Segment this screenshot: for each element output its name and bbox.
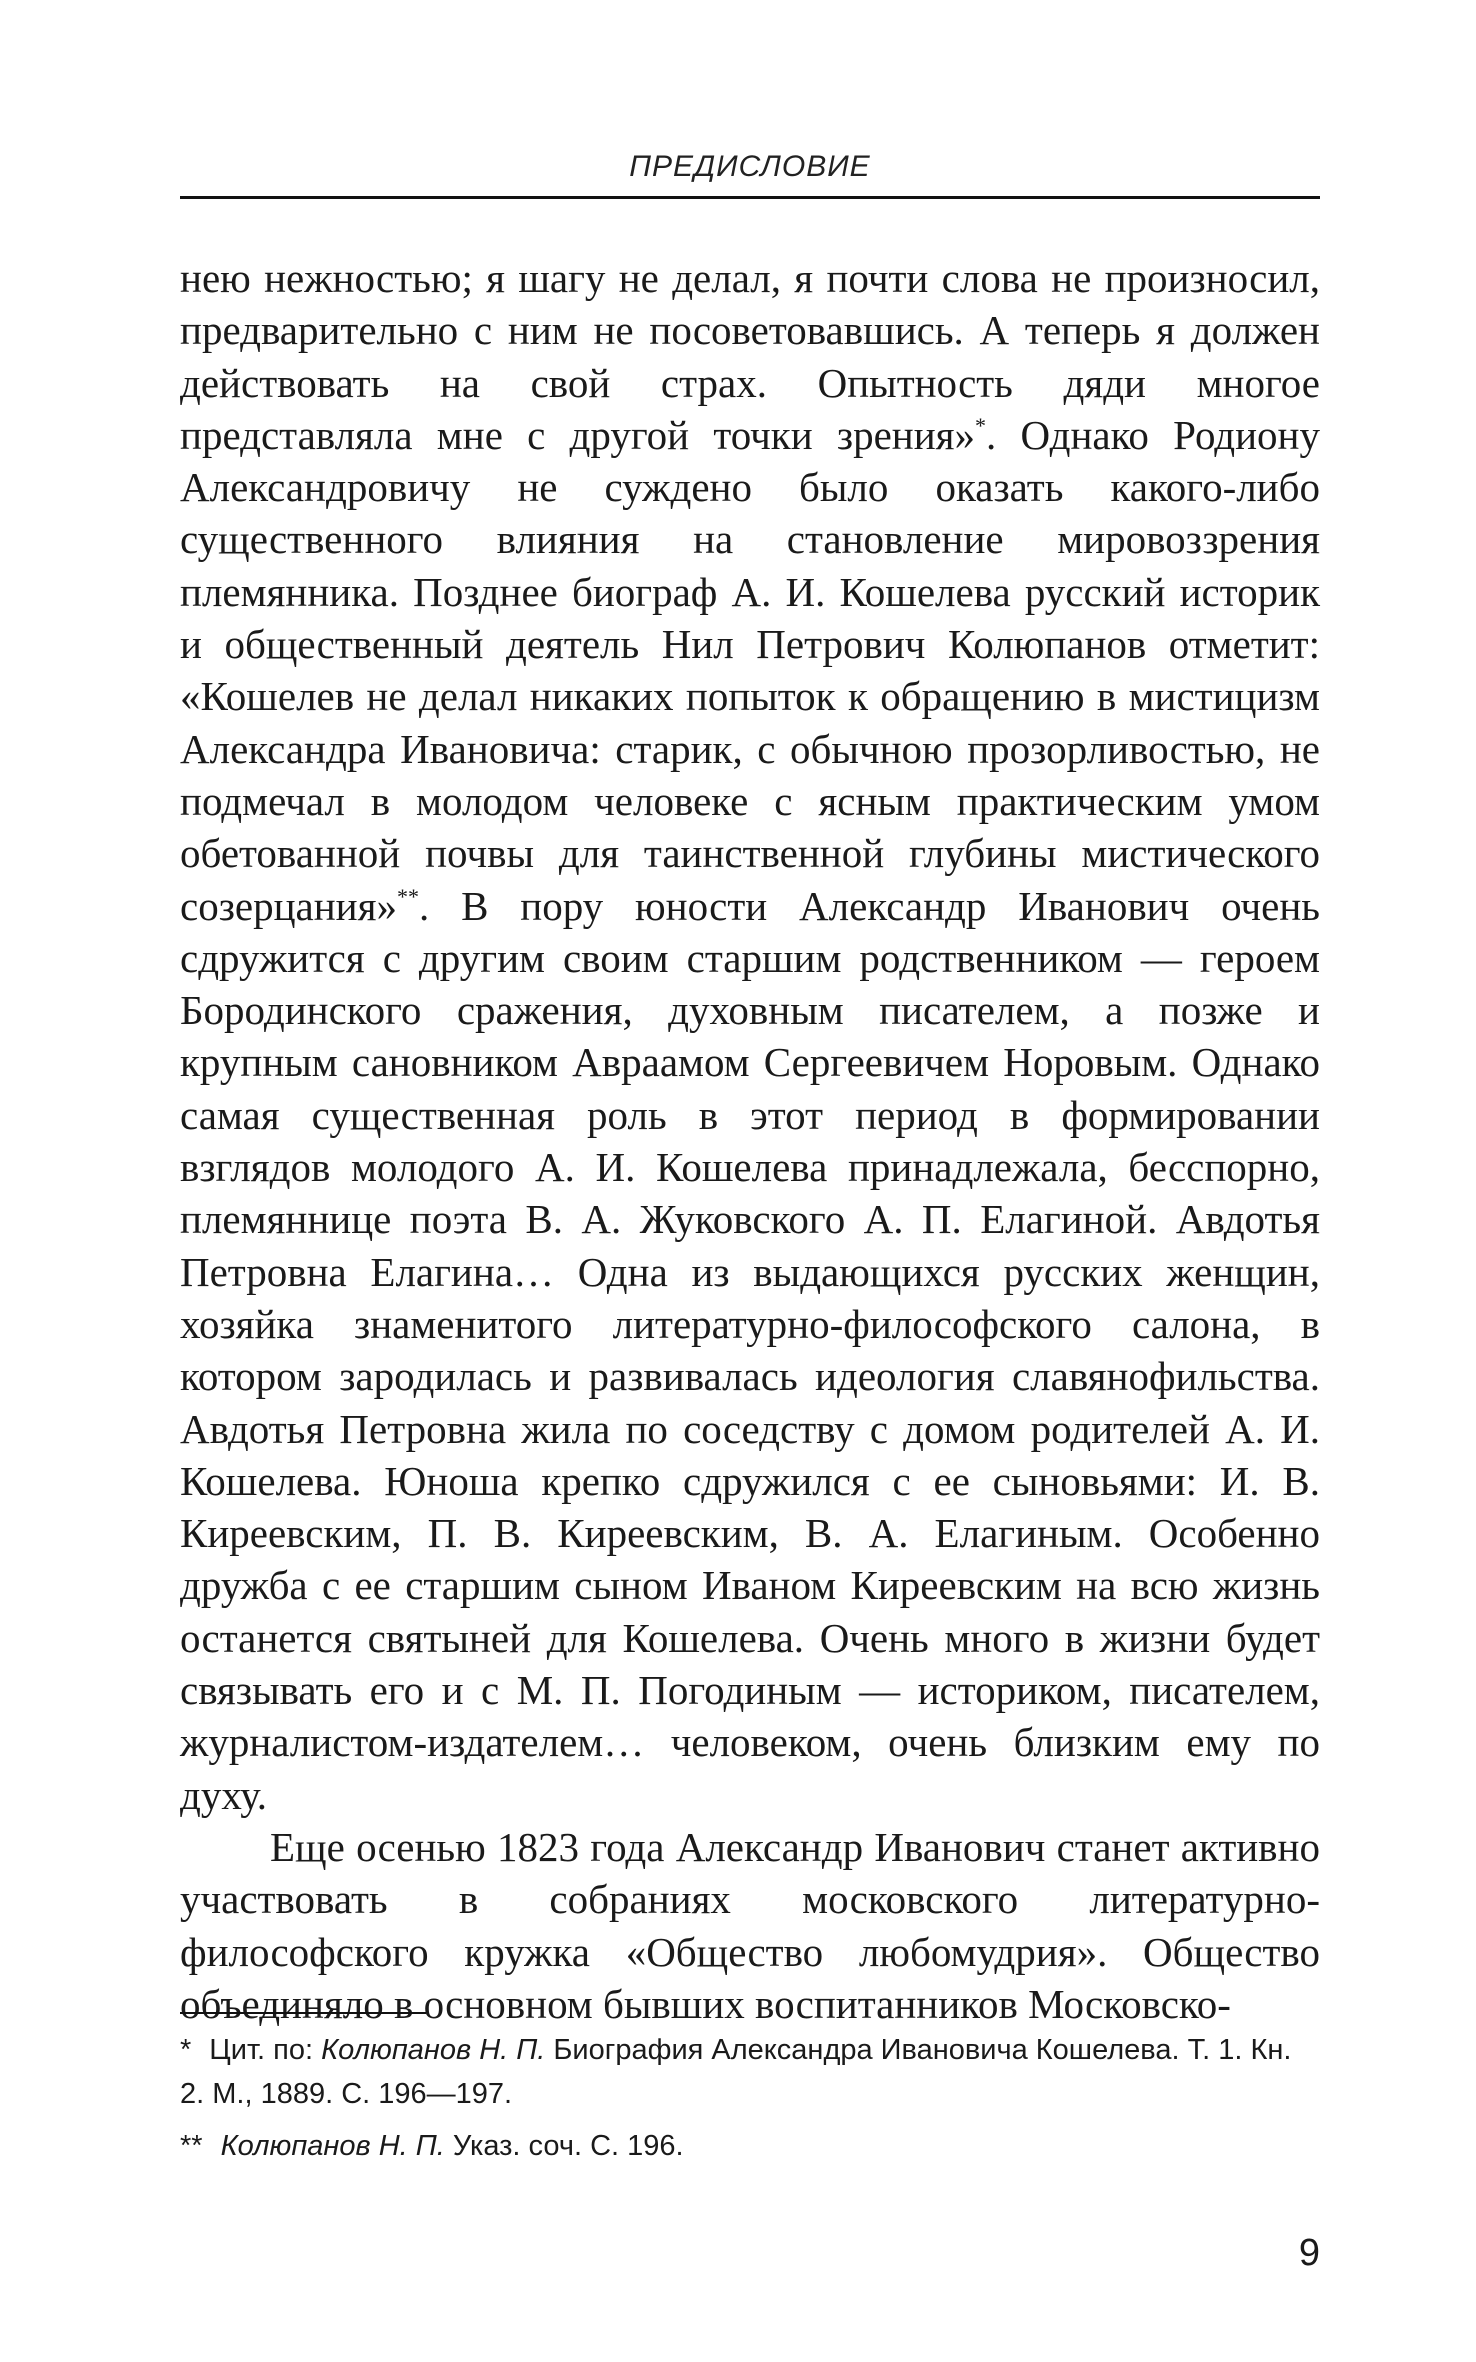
- paragraph-2-text: Еще осенью 1823 года Александр Иванович станет активно участвовать в собраниях московского литературно-философского кружка «Общество любомудрия». Общество объединяло в основном бывших воспитанников Московско-: [180, 1823, 1320, 2027]
- footnote-2: [180, 2124, 1320, 2168]
- header-rule: [180, 196, 1320, 199]
- paragraph-2: [180, 1821, 1320, 2030]
- footnote-author: Колюпанов Н. П.: [220, 2130, 445, 2162]
- footnote-author: Колюпанов Н. П.: [321, 2034, 546, 2066]
- footnote-rule: [180, 2012, 426, 2014]
- footnote-prefix: Цит. по:: [209, 2034, 322, 2066]
- footnote-ref-2[interactable]: **: [396, 883, 419, 909]
- paragraph-1: [180, 252, 1320, 1821]
- running-head: ПРЕДИСЛОВИЕ: [629, 150, 871, 183]
- footnote-text: Биография Александра Ивановича Кошелева. Т. 1. Кн. 2. М., 1889. С. 196—197.: [180, 2034, 1292, 2110]
- footnote-text: Указ. соч. С. 196.: [444, 2130, 684, 2162]
- footnote-mark: **: [180, 2130, 203, 2162]
- footnotes: [180, 2028, 1320, 2168]
- paragraph-1-text-c: . В пору юности Александр Иванович очень сдружится с другим своим старшим родственником — героем Бородинского сражения, духовным писателем, а позже и крупным сановником Авраамом Сергеевичем Норовым. Однако самая существенная роль в этот период в формировании взглядов молодого А. И. Кошелева принадлежала, бесспорно, племяннице поэта В. А. Жуковского А. П. Елагиной. Авдотья Петровна Елагина… Одна из выдающихся русских женщин, хозяйка знаменитого литературно-философского салона, в котором зародилась и развивалась идеология славянофильства. Авдотья Петровна жила по соседству с домом родителей А. И. Кошелева. Юноша крепко сдружился с ее сыновьями: И. В. Киреевским, П. В. Киреевским, В. А. Елагиным. Особенно дружба с ее старшим сыном Иваном Киреевским на всю жизнь останется святыней для Кошелева. Очень много в жизни будет связывать его и с М. П. Погодиным — историком, писателем, журналистом-издателем… человеком, очень близким ему по духу.: [180, 882, 1320, 1818]
- body-text: [180, 252, 1320, 2030]
- page-number: 9: [1298, 2232, 1320, 2274]
- footnote-1: [180, 2028, 1320, 2116]
- footnote-mark: *: [180, 2034, 192, 2066]
- footnote-ref-1[interactable]: *: [975, 412, 987, 438]
- paragraph-1-text-a: нею нежностью; я шагу не делал, я почти слова не произносил, предварительно с ним не посоветовавшись. А теперь я должен действовать на свой страх. Опытность дяди многое представляла мне с другой точки зрения»: [180, 255, 1320, 458]
- paragraph-1-text-b: . Однако Родиону Александровичу не суждено было оказать какого-либо существенного влияния на становление мировоззрения племянника. Позднее биограф А. И. Кошелева русский историк и общественный деятель Нил Петрович Колюпанов отметит: «Кошелев не делал никаких попыток к обращению в мистицизм Александра Ивановича: старик, с обычною прозорливостью, не подмечал в молодом человеке с ясным практическим умом обетованной почвы для таинственной глубины мистического созерцания»: [180, 411, 1321, 929]
